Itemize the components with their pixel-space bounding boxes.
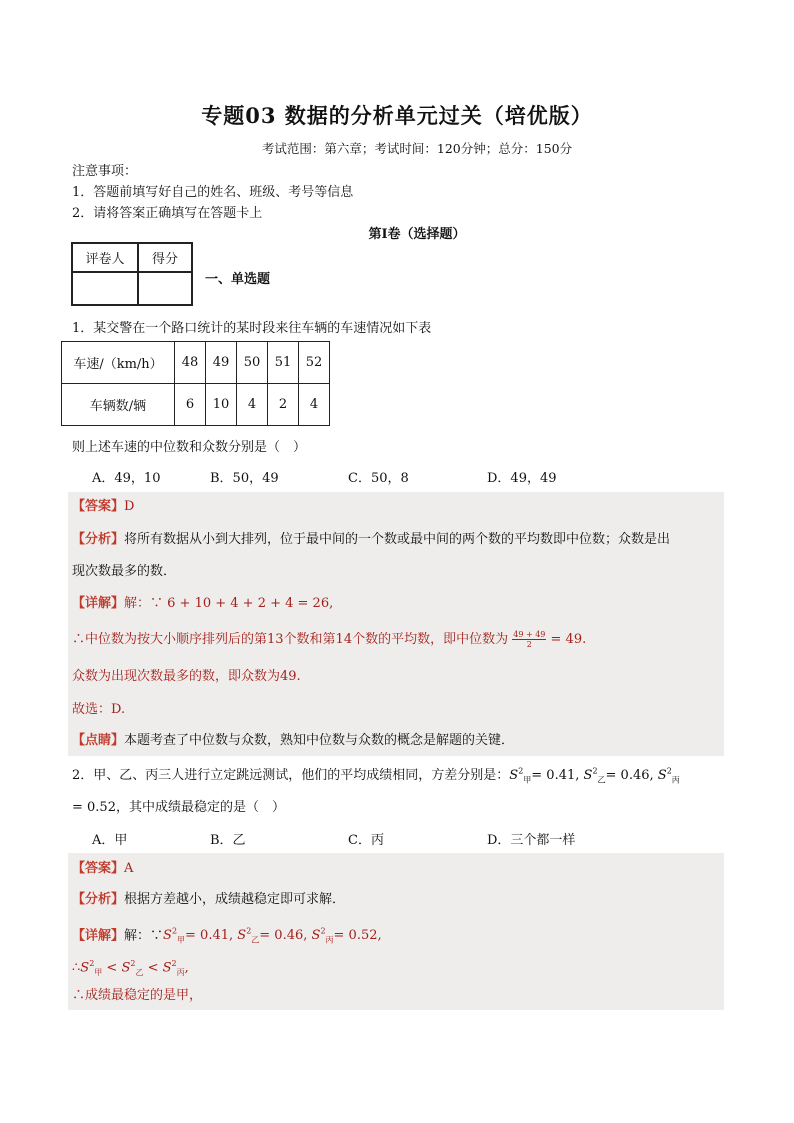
q1-comment-row <box>72 731 514 751</box>
square-sup: 2 <box>320 927 326 936</box>
speed-cell: 51 <box>268 342 299 384</box>
sub-bing: 丙 <box>325 935 334 945</box>
q1-detail-1: 解：∵ 6 + 10 + 4 + 2 + 4 = 26, <box>124 596 334 611</box>
speed-cell: 52 <box>299 342 330 384</box>
q1-answer-row <box>72 497 134 517</box>
q1-detail-4: 故选：D. <box>72 702 126 717</box>
notes-heading: 注意事项： <box>72 164 138 179</box>
page-title: 专题03 数据的分析单元过关（培优版） <box>201 103 593 128</box>
q1-option-b[interactable]: B．50，49 <box>210 471 279 486</box>
grader-cell[interactable] <box>72 272 138 305</box>
answer-tag: 【答案】 <box>72 499 125 514</box>
q1-option-d[interactable]: D．49，49 <box>487 471 557 486</box>
less-than: < <box>143 960 163 976</box>
square-sup: 2 <box>89 959 95 968</box>
detail-tag: 【详解】 <box>72 928 125 944</box>
variance-symbol: S <box>80 960 90 976</box>
fraction-denominator: 2 <box>526 640 532 649</box>
q2-stem <box>72 764 680 786</box>
count-cell: 4 <box>299 384 330 426</box>
var-yi-value: = 0.46, <box>259 928 312 944</box>
score-label: 得分 <box>138 243 192 272</box>
notes-item-1: 1．答题前填写好自己的姓名、班级、考号等信息 <box>72 185 354 200</box>
q1-detail-3: 众数为出现次数最多的数，即众数为49. <box>72 669 301 684</box>
q1-analysis-cont: 现次数最多的数． <box>72 564 177 579</box>
q2-option-a[interactable]: A．甲 <box>92 833 128 848</box>
therefore-symbol: ∴ <box>72 960 81 976</box>
var-jia-value: = 0.41, <box>185 928 238 944</box>
q2-stem-text: 2．甲、乙、丙三人进行立定跳远测试，他们的平均成绩相同，方差分别是： <box>72 768 510 783</box>
less-than: < <box>102 960 122 976</box>
sub-jia: 甲 <box>523 775 532 785</box>
var-bing-value: = 0.52, <box>333 928 382 944</box>
comma: , <box>184 960 189 976</box>
square-sup: 2 <box>592 766 598 776</box>
sub-yi: 乙 <box>135 967 144 977</box>
detail-tag: 【详解】 <box>72 596 125 611</box>
sub-jia: 甲 <box>94 967 103 977</box>
q2-option-d[interactable]: D．三个都一样 <box>487 833 576 848</box>
q2-analysis-row <box>72 890 345 910</box>
section-single-choice: 一、单选题 <box>205 272 271 287</box>
exam-info: 考试范围：第六章；考试时间：120分钟；总分：150分 <box>261 141 573 156</box>
q1-speed-table <box>61 341 330 426</box>
q2-answer: A <box>124 861 134 876</box>
grader-table <box>71 242 193 306</box>
square-sup: 2 <box>171 959 177 968</box>
sub-yi: 乙 <box>597 775 606 785</box>
square-sup: 2 <box>171 927 178 936</box>
square-sup: 2 <box>666 766 672 776</box>
q2-detail-prefix: 解：∵ <box>124 928 164 944</box>
variance-symbol: S <box>509 768 519 783</box>
variance-symbol: S <box>163 928 172 944</box>
q1-detail-row <box>72 594 333 614</box>
answer-tag: 【答案】 <box>72 861 125 876</box>
median-fraction <box>512 630 546 649</box>
q1-option-c[interactable]: C．50，8 <box>348 471 409 486</box>
q2-detail-3: ∴成绩最稳定的是甲， <box>72 988 203 1003</box>
q2-detail-row <box>72 922 382 951</box>
sub-yi: 乙 <box>251 935 260 945</box>
variance-symbol: S <box>237 928 247 944</box>
count-cell: 6 <box>175 384 206 426</box>
count-cell: 2 <box>268 384 299 426</box>
variance-symbol: S <box>311 928 321 944</box>
count-cell: 10 <box>206 384 237 426</box>
q1-answer: D <box>124 499 135 514</box>
notes-item-2: 2．请将答案正确填写在答题卡上 <box>72 206 263 221</box>
speed-header: 车速/（km/h） <box>62 342 175 384</box>
q2-stem-cont: = 0.52，其中成绩最稳定的是（ ） <box>72 800 285 815</box>
count-cell: 4 <box>237 384 268 426</box>
variance-symbol: S <box>657 768 667 783</box>
q2-var-jia: = 0.41, <box>531 768 584 783</box>
speed-cell: 48 <box>175 342 206 384</box>
square-sup: 2 <box>518 766 524 776</box>
speed-cell: 50 <box>237 342 268 384</box>
q1-detail-2 <box>72 630 586 650</box>
sub-bing: 丙 <box>671 775 680 785</box>
sub-bing: 丙 <box>176 967 185 977</box>
variance-symbol: S <box>583 768 593 783</box>
variance-symbol: S <box>162 960 172 976</box>
q2-analysis-text: 根据方差越小，成绩越稳定即可求解． <box>124 892 346 907</box>
analysis-tag: 【分析】 <box>72 892 125 907</box>
speed-cell: 49 <box>206 342 237 384</box>
analysis-tag: 【分析】 <box>72 532 125 547</box>
q2-detail-2 <box>72 954 189 983</box>
comment-tag: 【点睛】 <box>72 733 125 748</box>
q1-detail-2-result: = 49. <box>550 632 587 647</box>
count-header: 车辆数/辆 <box>62 384 175 426</box>
q2-detail-1 <box>163 928 382 943</box>
volume-title: 第I卷（选择题） <box>368 227 466 242</box>
q2-option-b[interactable]: B．乙 <box>210 833 246 848</box>
score-cell[interactable] <box>138 272 192 305</box>
square-sup: 2 <box>130 959 136 968</box>
q1-question: 则上述车速的中位数和众数分别是（ ） <box>72 440 307 455</box>
q1-option-a[interactable]: A．49，10 <box>92 471 161 486</box>
variance-symbol: S <box>121 960 131 976</box>
q2-answer-row <box>72 859 133 879</box>
q1-analysis-row <box>72 530 670 550</box>
q2-var-yi: = 0.46, <box>605 768 658 783</box>
q2-option-c[interactable]: C．丙 <box>348 833 384 848</box>
sub-jia: 甲 <box>177 935 186 945</box>
q1-analysis-text: 将所有数据从小到大排列，位于最中间的一个数或最中间的两个数的平均数即中位数；众数是出 <box>124 532 671 547</box>
square-sup: 2 <box>246 927 252 936</box>
grader-label: 评卷人 <box>72 243 138 272</box>
q1-comment: 本题考查了中位数与众数，熟知中位数与众数的概念是解题的关键． <box>124 733 515 748</box>
fraction-numerator: 49 + 49 <box>513 630 546 639</box>
q1-stem: 1．某交警在一个路口统计的某时段来往车辆的车速情况如下表 <box>72 321 432 336</box>
q1-detail-2-text: ∴中位数为按大小顺序排列后的第13个数和第14个数的平均数，即中位数为 <box>72 632 509 647</box>
